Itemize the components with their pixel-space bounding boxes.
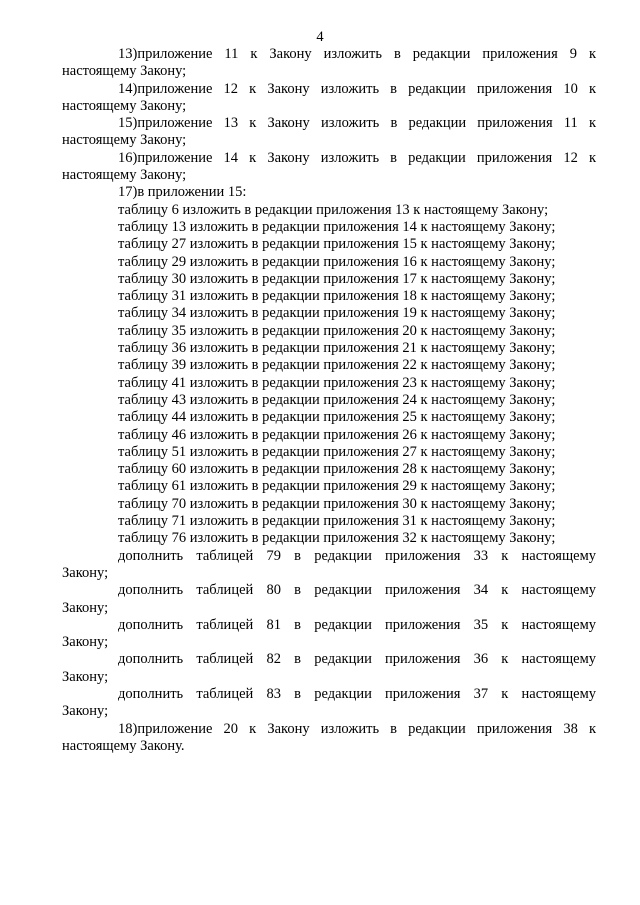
paragraph — [62, 80, 596, 116]
paragraph-line: Закону; — [62, 564, 109, 581]
paragraph: таблицу 70 изложить в редакции приложения 30 к настоящему Закону; — [118, 495, 556, 512]
paragraph-line: Закону; — [62, 668, 109, 685]
paragraph: таблицу 71 изложить в редакции приложения 31 к настоящему Закону; — [118, 513, 556, 530]
paragraph — [62, 115, 596, 150]
paragraph — [62, 547, 596, 583]
paragraph: таблицу 51 изложить в редакции приложения 27 к настоящему Закону; — [118, 443, 556, 460]
paragraph: таблицу 60 изложить в редакции приложения 28 к настоящему Закону; — [118, 461, 556, 478]
paragraph: таблицу 41 изложить в редакции приложения 23 к настоящему Закону; — [118, 374, 556, 391]
paragraph — [62, 685, 596, 721]
paragraph-line: 16)приложение 14 к Закону изложить в редакции приложения 12 к — [118, 149, 596, 166]
paragraph: таблицу 44 изложить в редакции приложения 25 к настоящему Закону; — [118, 409, 556, 426]
paragraph — [62, 651, 596, 686]
paragraph: таблицу 36 изложить в редакции приложения 21 к настоящему Закону; — [118, 340, 556, 357]
paragraph-line: дополнить таблицей 83 в редакции приложения 37 к настоящему — [118, 685, 596, 702]
paragraph: таблицу 43 изложить в редакции приложения 24 к настоящему Закону; — [118, 391, 556, 408]
paragraph-line: 13)приложение 11 к Закону изложить в редакции приложения 9 к — [118, 46, 596, 62]
paragraph-line: настоящему Закону. — [62, 737, 185, 754]
paragraph: таблицу 29 изложить в редакции приложения 16 к настоящему Закону; — [118, 253, 556, 270]
paragraph-line: дополнить таблицей 79 в редакции приложения 33 к настоящему — [118, 547, 596, 564]
paragraph: таблицу 31 изложить в редакции приложения 18 к настоящему Закону; — [118, 288, 556, 305]
paragraph: таблицу 39 изложить в редакции приложения 22 к настоящему Закону; — [118, 357, 556, 374]
paragraph-line: настоящему Закону; — [62, 132, 187, 149]
paragraph-line: дополнить таблицей 82 в редакции приложения 36 к настоящему — [118, 651, 596, 668]
paragraph-line: Закону; — [62, 634, 109, 651]
paragraph: таблицу 76 изложить в редакции приложения 32 к настоящему Закону; — [118, 530, 556, 547]
paragraph: таблицу 6 изложить в редакции приложения 13 к настоящему Закону; — [118, 201, 549, 218]
paragraph — [62, 46, 596, 81]
paragraph-line: настоящему Закону; — [62, 167, 187, 184]
paragraph-line: 15)приложение 13 к Закону изложить в редакции приложения 11 к — [118, 115, 596, 132]
paragraph: таблицу 30 изложить в редакции приложения 17 к настоящему Закону; — [118, 270, 556, 287]
paragraph — [62, 720, 596, 756]
page-number: 4 — [316, 29, 324, 45]
paragraph: таблицу 46 изложить в редакции приложения 26 к настоящему Закону; — [118, 426, 556, 443]
paragraph-line: 18)приложение 20 к Закону изложить в редакции приложения 38 к — [118, 720, 596, 737]
paragraph-line: дополнить таблицей 80 в редакции приложения 34 к настоящему — [118, 582, 596, 599]
paragraph — [62, 616, 596, 652]
paragraph — [62, 582, 596, 617]
paragraph: таблицу 34 изложить в редакции приложения 19 к настоящему Закону; — [118, 305, 556, 322]
paragraph-line: Закону; — [62, 703, 109, 720]
document-body — [62, 46, 596, 755]
paragraph-line: Закону; — [62, 599, 109, 616]
paragraph — [62, 149, 596, 185]
paragraph-line: 14)приложение 12 к Закону изложить в редакции приложения 10 к — [118, 80, 596, 97]
paragraph-line: дополнить таблицей 81 в редакции приложения 35 к настоящему — [118, 616, 596, 633]
paragraph-line: настоящему Закону; — [62, 97, 187, 114]
paragraph: 17)в приложении 15: — [118, 184, 247, 201]
paragraph: таблицу 27 изложить в редакции приложения 15 к настоящему Закону; — [118, 236, 556, 253]
paragraph: таблицу 35 изложить в редакции приложения 20 к настоящему Закону; — [118, 322, 556, 339]
paragraph: таблицу 61 изложить в редакции приложения 29 к настоящему Закону; — [118, 478, 556, 495]
paragraph: таблицу 13 изложить в редакции приложения 14 к настоящему Закону; — [118, 218, 556, 235]
paragraph-line: настоящему Закону; — [62, 63, 187, 80]
